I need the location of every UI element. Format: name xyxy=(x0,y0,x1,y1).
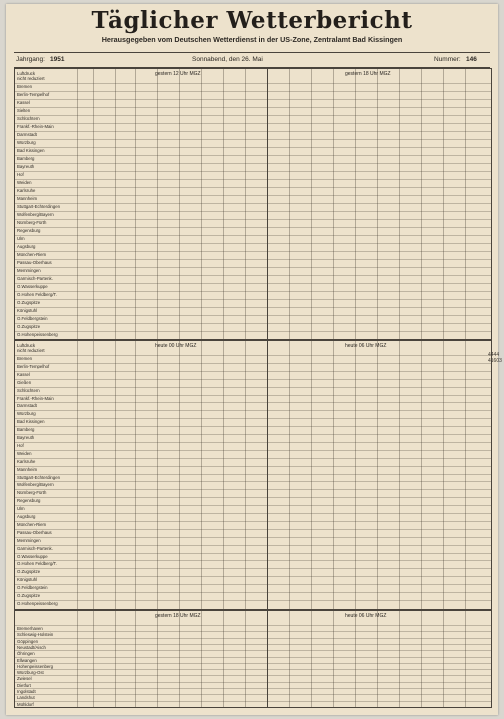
station-name: Memmingen xyxy=(17,537,41,543)
table-row-line xyxy=(15,434,491,435)
observations-block-gestern xyxy=(14,68,492,340)
station-name: Würzburg xyxy=(17,411,36,417)
station-name: O.Zugspitze xyxy=(17,324,41,329)
station-name: Ulm xyxy=(17,236,25,241)
page-subtitle: Herausgegeben vom Deutschen Wetterdienst in der US-Zone, Zentralamt Bad Kissingen xyxy=(101,35,403,44)
section-heute-06: heute 06 Uhr MGZ xyxy=(345,343,387,349)
table-row-line xyxy=(15,545,491,546)
station-name: Bad Kissingen xyxy=(17,148,45,153)
station-name: Stuttgart-Echterdingen xyxy=(17,204,60,209)
left-column-header: Luftdruck nicht reduziert xyxy=(17,71,45,81)
table-row-line xyxy=(15,355,491,356)
station-name: Weiden xyxy=(17,180,32,185)
table-row-line xyxy=(15,227,491,228)
station-name: Karlsruhe xyxy=(17,458,36,464)
station-name: Zwiesel xyxy=(17,676,32,682)
station-name: Passau-Oberhaus xyxy=(17,260,52,265)
table-row-line xyxy=(15,644,491,645)
table-row-line xyxy=(15,489,491,490)
table-row-line xyxy=(15,537,491,538)
station-name: Hohenpeissenberg xyxy=(17,663,54,669)
table-row-line xyxy=(15,155,491,156)
table-row-line xyxy=(15,291,491,292)
station-name: Königstuhl xyxy=(17,308,38,313)
station-name: Bremerhaven xyxy=(17,626,43,631)
table-row-line xyxy=(15,131,491,132)
station-name: Weiden xyxy=(17,450,32,456)
station-name: Königstuhl xyxy=(17,577,38,583)
station-name: Frankf.-Rhein-Main xyxy=(17,124,54,129)
station-name: Ellwangen xyxy=(17,657,37,663)
station-name: München-Riem xyxy=(17,521,47,527)
section-heute-06-extra: heute 06 Uhr MGZ xyxy=(345,613,387,619)
station-name: Frankf.-Rhein-Main xyxy=(17,395,54,401)
table-row-line xyxy=(15,688,491,689)
station-name: Ulm xyxy=(17,506,25,512)
station-name: O.Zugspitze xyxy=(17,593,41,598)
station-name: Mannheim xyxy=(17,196,38,201)
table-row-line xyxy=(15,323,491,324)
station-name: Bayreuth xyxy=(17,164,35,169)
table-row-line xyxy=(15,195,491,196)
table-row-line xyxy=(15,259,491,260)
table-row-line xyxy=(15,675,491,676)
weather-report-sheet xyxy=(6,4,502,715)
table-row-line xyxy=(15,107,491,108)
observations-block-extra xyxy=(14,610,492,708)
table-row-line xyxy=(15,466,491,467)
station-name: Regensburg xyxy=(17,498,41,504)
table-row-line xyxy=(15,283,491,284)
section-gestern-18-extra: gestern 18 Uhr MGZ xyxy=(155,613,201,619)
table-row-line xyxy=(15,529,491,530)
table-row-line xyxy=(15,450,491,451)
station-name: Bremen xyxy=(17,356,33,361)
table-row-line xyxy=(15,553,491,554)
station-name: O.Zugspitze xyxy=(17,300,41,305)
table-row-line xyxy=(15,163,491,164)
table-row-line xyxy=(15,682,491,683)
station-name: O.Wasserkuppe xyxy=(17,284,48,289)
table-row-line xyxy=(15,625,491,626)
table-row-line xyxy=(15,592,491,593)
table-row-line xyxy=(15,568,491,569)
station-name: Berlin-Tempelhof xyxy=(17,92,50,97)
page-title: Täglicher Wetterbericht xyxy=(91,7,413,34)
station-name: O.Wasserkuppe xyxy=(17,553,48,559)
nummer-label: Nummer: xyxy=(434,56,461,63)
table-row-line xyxy=(15,395,491,396)
station-name: O.Feldbergstein xyxy=(17,316,48,321)
table-row-line xyxy=(15,115,491,116)
issue-date: Sonnabend, den 26. Mai xyxy=(192,56,263,63)
station-name: Gießen xyxy=(17,379,32,385)
table-row-line xyxy=(15,497,491,498)
table-row-line xyxy=(15,426,491,427)
station-name: Bamberg xyxy=(17,427,35,433)
station-name: Darmstadt xyxy=(17,403,37,409)
table-row-line xyxy=(15,481,491,482)
station-name: Bremen xyxy=(17,84,33,89)
station-name: Nürnberg-Fürth xyxy=(17,220,47,225)
table-row-line xyxy=(15,203,491,204)
station-name: Öhringen xyxy=(17,651,35,657)
station-name: München-Riem xyxy=(17,252,47,257)
table-row-line xyxy=(15,83,491,84)
station-name: Wolfenberg/Bayern xyxy=(17,482,54,488)
station-name: Hof xyxy=(17,442,24,448)
station-name: Sielten xyxy=(17,108,31,113)
station-name: Karlsruhe xyxy=(17,188,36,193)
table-row-line xyxy=(15,694,491,695)
section-gestern-18: gestern 18 Uhr MGZ xyxy=(345,71,391,77)
station-name: Göppingen xyxy=(17,638,39,644)
station-name: Kassel xyxy=(17,100,30,105)
left-column-header-2: Luftdruck nicht reduziert xyxy=(17,343,45,353)
nummer-value: 146 xyxy=(466,56,477,63)
station-name: Bayreuth xyxy=(17,435,35,440)
table-row-line xyxy=(15,387,491,388)
station-name: Schlüchtern xyxy=(17,116,40,121)
station-name: Schleswig-Holstein xyxy=(17,632,54,638)
section-heute-00: heute 00 Uhr MGZ xyxy=(155,343,197,349)
station-name: Bamberg xyxy=(17,156,35,161)
table-row-line xyxy=(15,147,491,148)
station-name: O.Feldbergstein xyxy=(17,585,48,591)
jahrgang-label: Jahrgang: xyxy=(16,56,45,63)
table-row-line xyxy=(15,410,491,411)
table-row-line xyxy=(15,267,491,268)
table-row-line xyxy=(15,638,491,639)
station-name: Dietfurt xyxy=(17,682,31,688)
station-name: Ingolstadt xyxy=(17,689,36,694)
table-row-line xyxy=(15,275,491,276)
station-name: O.Hohenpeissenberg xyxy=(17,600,58,606)
table-row-line xyxy=(15,219,491,220)
table-row-line xyxy=(15,91,491,92)
station-name: Garmisch-Partenk. xyxy=(17,545,53,551)
table-row-line xyxy=(15,235,491,236)
station-name: O.Hohen Feldberg/T. xyxy=(17,292,57,297)
table-row-line xyxy=(15,251,491,252)
table-row-line xyxy=(15,663,491,664)
station-name: Würzburg xyxy=(17,140,36,145)
table-row-line xyxy=(15,331,491,332)
station-name: Landshut xyxy=(17,695,35,701)
station-name: Bad Kissingen xyxy=(17,419,45,425)
table-row-line xyxy=(15,505,491,506)
table-row-line xyxy=(15,171,491,172)
station-name: Regensburg xyxy=(17,228,41,233)
station-name: Augsburg xyxy=(17,514,36,519)
table-row-line xyxy=(15,123,491,124)
table-row-line xyxy=(15,600,491,601)
table-row-line xyxy=(15,650,491,651)
table-row-line xyxy=(15,299,491,300)
observations-block-heute xyxy=(14,340,492,610)
table-row-line xyxy=(15,179,491,180)
table-row-line xyxy=(15,315,491,316)
station-name: Kassel xyxy=(17,371,30,377)
table-row-line xyxy=(15,669,491,670)
table-row-line xyxy=(15,187,491,188)
station-name: Nürnberg-Fürth xyxy=(17,490,47,496)
table-row-line xyxy=(15,458,491,459)
table-row-line xyxy=(15,243,491,244)
table-row-line xyxy=(15,513,491,514)
station-name: Darmstadt xyxy=(17,132,37,137)
table-row-line xyxy=(15,379,491,380)
station-name: Stuttgart-Echterdingen xyxy=(17,474,60,480)
station-name: O.Zugspitze xyxy=(17,569,41,575)
table-row-line xyxy=(15,418,491,419)
station-name: Wolfenberg/Bayern xyxy=(17,212,54,217)
station-name: O.Hohen Feldberg/T. xyxy=(17,561,57,567)
jahrgang-value: 1951 xyxy=(50,56,65,63)
table-row-line xyxy=(15,701,491,702)
table-row-line xyxy=(15,584,491,585)
station-name: Passau-Oberhaus xyxy=(17,529,52,535)
station-name: Augsburg xyxy=(17,244,36,249)
station-name: Mühldorf xyxy=(17,701,34,707)
section-gestern-12: gestern 12 Uhr MGZ xyxy=(155,71,201,77)
table-row-line xyxy=(15,474,491,475)
table-row-line xyxy=(15,99,491,100)
table-row-line xyxy=(15,560,491,561)
handwritten-margin-note: 4444 41603 xyxy=(488,352,502,364)
issue-meta-bar xyxy=(14,52,490,68)
station-name: Neustadt/Aisch xyxy=(17,644,46,650)
station-name: Berlin-Tempelhof xyxy=(17,363,50,369)
station-name: Schlüchtern xyxy=(17,387,40,393)
station-name: O.Hohenpeissenberg xyxy=(17,332,58,337)
table-row-line xyxy=(15,139,491,140)
station-name: Garmisch-Partenk. xyxy=(17,276,53,281)
station-name: Mannheim xyxy=(17,466,38,472)
table-row-line xyxy=(15,402,491,403)
table-row-line xyxy=(15,631,491,632)
table-row-line xyxy=(15,521,491,522)
station-name: Hof xyxy=(17,172,24,177)
table-row-line xyxy=(15,657,491,658)
table-row-line xyxy=(15,307,491,308)
station-name: Würzburg-Ost xyxy=(17,670,44,676)
table-row-line xyxy=(15,442,491,443)
station-name: Memmingen xyxy=(17,268,41,273)
table-row-line xyxy=(15,363,491,364)
table-row-line xyxy=(15,211,491,212)
table-row-line xyxy=(15,576,491,577)
table-row-line xyxy=(15,371,491,372)
